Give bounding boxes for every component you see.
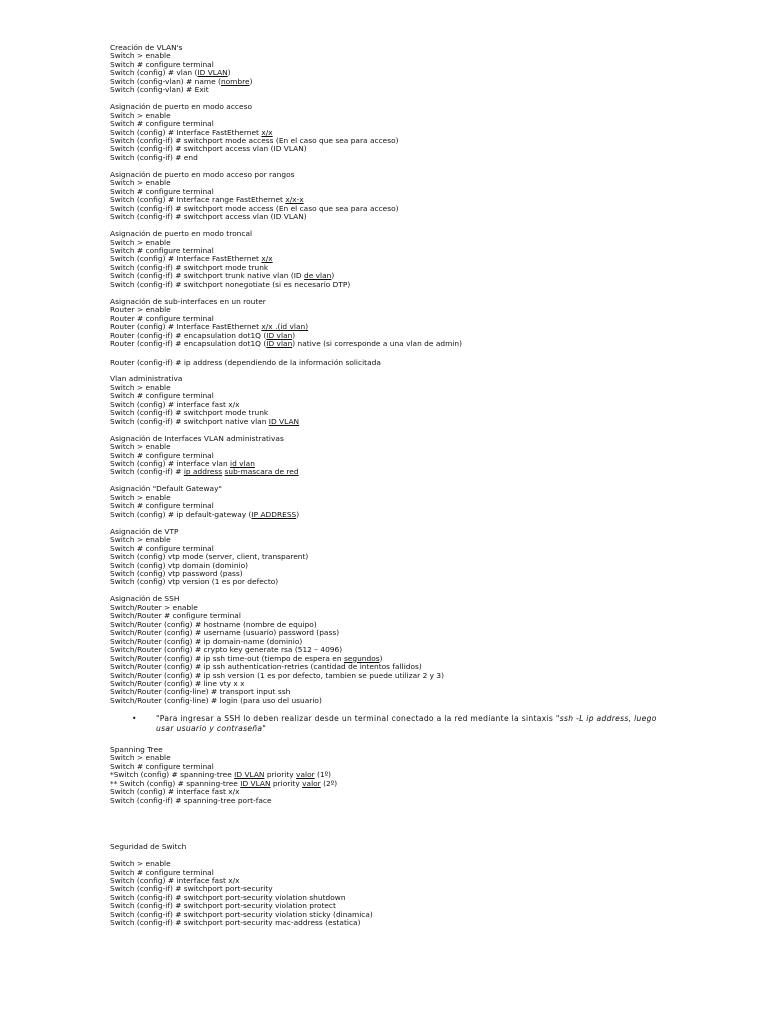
text: Switch (config) # Interface FastEthernet: [110, 254, 262, 264]
command-line: Switch (config-if) # end: [110, 152, 198, 162]
section-interface-vlan: [110, 435, 670, 477]
command-line: Switch (config) vtp password (pass): [110, 569, 243, 579]
placeholder-underlined: IP ADDRESS: [251, 509, 297, 519]
section-default-gateway: [110, 485, 670, 519]
command-line: Switch # configure terminal: [110, 59, 214, 69]
command-line: Switch > enable: [110, 51, 171, 61]
command-line: Router (config-if) # ip address (dependiendo de la información solicitada: [110, 357, 381, 367]
italic-text: ssh -L ip address, luego usar usuario y contraseña: [156, 714, 657, 733]
placeholder-underlined: nombre: [220, 76, 250, 86]
text: Switch (config) # Interface range FastEthernet: [110, 195, 286, 205]
bullet-icon: •: [132, 714, 137, 724]
section-title: Asignación de sub-interfaces en un router: [110, 296, 266, 306]
command-line: Switch # configure terminal: [110, 246, 214, 256]
section-subinterfaces: [110, 298, 670, 367]
command-line: Switch > enable: [110, 178, 171, 188]
command-line: Switch (config-if) # switchport access vlan (ID VLAN): [110, 212, 307, 222]
spacer: [110, 852, 670, 861]
command-line: Switch # configure terminal: [110, 119, 214, 129]
command-line: Switch/Router (config) # ip ssh version (1 es por defecto, tambien se puede utilizar 2 y 3): [110, 670, 445, 680]
command-line: Switch (config-if) # switchport port-security violation sticky (dinamica): [110, 909, 373, 919]
section-switch-security: [110, 843, 670, 928]
command-line: Switch/Router (config) # crypto key generate rsa (512 – 4096): [110, 645, 343, 655]
command-line: Switch (config-if) # switchport mode access (En el caso que sea para acceso): [110, 136, 399, 146]
section-title: Spanning Tree: [110, 745, 163, 754]
command-line: Switch/Router (config) # line vty x x: [110, 678, 245, 688]
section-title: Asignación de SSH: [110, 594, 180, 604]
command-line: Switch (config-if) # switchport mode trunk: [110, 408, 269, 418]
text: ": [262, 723, 267, 733]
command-line: Switch # configure terminal: [110, 543, 214, 553]
section-title: Creación de VLAN's: [110, 43, 183, 52]
command-line: Switch (config-if) # switchport mode trunk: [110, 262, 269, 272]
command-line: Router > enable: [110, 305, 171, 315]
command-line: Switch/Router # configure terminal: [110, 611, 241, 621]
spacer: [110, 349, 670, 359]
placeholder-underlined: valor: [302, 778, 321, 788]
text: ** Switch (config) # spanning-tree: [110, 778, 241, 788]
section-title: Asignación "Default Gateway": [110, 484, 222, 494]
placeholder-underlined: ID vlan: [266, 339, 293, 349]
command-line: [110, 340, 670, 348]
command-line: Switch (config-if) # switchport port-security violation protect: [110, 901, 336, 911]
placeholder-underlined: ID vlan: [266, 330, 293, 340]
spacer: [110, 805, 670, 843]
placeholder-underlined: ip address: [183, 467, 223, 477]
command-line: Switch # configure terminal: [110, 867, 214, 877]
text: Switch (config) # interface vlan: [110, 459, 231, 469]
text: Switch/Router (config) # ip ssh time-out (tiempo de espera en: [110, 653, 344, 663]
command-line: Switch/Router (config-line) # transport input ssh: [110, 687, 291, 697]
command-line: Switch # configure terminal: [110, 391, 214, 401]
command-line: Switch/Router (config-line) # login (para uso del usuario): [110, 695, 322, 705]
document-page: [110, 44, 670, 928]
text: Switch (config-if) #: [110, 467, 184, 477]
placeholder-underlined: x/x-x: [285, 195, 304, 205]
section-spanning-tree: [110, 746, 670, 805]
section-title: Asignación de Interfaces VLAN administrativas: [110, 433, 284, 443]
command-line: Switch > enable: [110, 110, 171, 120]
command-line: Switch/Router (config) # hostname (nombre de equipo): [110, 619, 317, 629]
spacer: [110, 367, 670, 376]
command-line: Switch > enable: [110, 382, 171, 392]
spacer: [110, 519, 670, 528]
command-line: Switch (config) # interface fast x/x: [110, 876, 240, 886]
text: Switch (config-if) # switchport native vlan: [110, 416, 269, 426]
command-line: Switch/Router (config) # ip ssh authentication-retries (cantidad de intentos fallidos): [110, 662, 422, 672]
command-line: Switch (config-if) # switchport port-security: [110, 884, 273, 894]
command-line: Switch > enable: [110, 753, 171, 763]
command-line: Switch/Router > enable: [110, 602, 198, 612]
placeholder-underlined: de vlan: [304, 271, 332, 281]
command-line: Switch # configure terminal: [110, 450, 214, 460]
command-line: Switch/Router (config) # username (usuario) password (pass): [110, 628, 340, 638]
command-line: Switch (config-if) # switchport port-security mac-address (estatica): [110, 918, 361, 928]
placeholder-underlined: ID VLAN: [234, 770, 265, 780]
command-line: Switch > enable: [110, 492, 171, 502]
section-title: Asignación de puerto en modo acceso: [110, 102, 252, 112]
command-line: Switch # configure terminal: [110, 186, 214, 196]
section-access: [110, 103, 670, 162]
text: Router (config) # Interface FastEthernet: [110, 322, 262, 332]
text: ): [292, 330, 296, 340]
spacer: [110, 587, 670, 596]
placeholder-underlined: ID VLAN: [240, 778, 271, 788]
text: ): [227, 68, 231, 78]
section-ssh: [110, 595, 670, 733]
command-line: Switch (config-if) # switchport mode access (En el caso que sea para acceso): [110, 203, 399, 213]
command-line: Switch > enable: [110, 535, 171, 545]
spacer: [110, 705, 670, 710]
command-line: Switch (config) vtp domain (dominio): [110, 560, 249, 570]
command-line: Switch (config) vtp mode (server, client, transparent): [110, 552, 309, 562]
command-line: [110, 468, 670, 476]
text: Switch (config) # Interface FastEthernet: [110, 127, 262, 137]
text: Switch (config-if) # switchport trunk native vlan (ID: [110, 271, 305, 281]
placeholder-underlined: id vlan: [230, 459, 255, 469]
text: priority: [270, 778, 303, 788]
placeholder-underlined: x/x: [261, 127, 273, 137]
command-line: Switch (config-vlan) # Exit: [110, 85, 209, 95]
placeholder-underlined: x/x .(id vlan): [261, 322, 309, 332]
command-line: Switch (config) # interface fast x/x: [110, 399, 240, 409]
text: ): [296, 509, 300, 519]
command-line: Switch (config) vtp version (1 es por defecto): [110, 577, 279, 587]
command-line: Switch (config-if) # spanning-tree port-face: [110, 795, 272, 805]
text: Switch (config-vlan) # name (: [110, 76, 221, 86]
section-vlan: [110, 44, 670, 95]
text: "Para ingresar a SSH lo deben realizar desde un terminal conectado a la red mediante la sintaxis ": [156, 714, 560, 724]
section-trunk: [110, 230, 670, 289]
placeholder-underlined: ID VLAN: [197, 68, 228, 78]
text: ): [249, 76, 253, 86]
spacer: [110, 738, 670, 747]
section-vtp: [110, 528, 670, 587]
command-line: Switch > enable: [110, 237, 171, 247]
placeholder-underlined: segundos: [343, 653, 380, 663]
command-line: Switch/Router (config) # ip domain-name (dominio): [110, 636, 303, 646]
ssh-note: [110, 714, 670, 733]
command-line: Switch # configure terminal: [110, 761, 214, 771]
command-line: Switch # configure terminal: [110, 501, 214, 511]
command-line: Switch > enable: [110, 442, 171, 452]
command-line: Switch (config-if) # switchport access vlan (ID VLAN): [110, 144, 307, 154]
command-line: Router # configure terminal: [110, 313, 214, 323]
text: priority: [264, 770, 297, 780]
command-line: [110, 511, 670, 519]
command-line: Switch > enable: [110, 859, 171, 869]
text: (2º): [320, 778, 338, 788]
text: Switch (config) # ip default-gateway (: [110, 509, 252, 519]
command-line: Switch (config-if) # switchport nonegotiate (si es necesario DTP): [110, 279, 351, 289]
command-line: Switch (config-if) # switchport port-security violation shutdown: [110, 892, 346, 902]
section-title: Vlan administrativa: [110, 374, 183, 384]
text: Switch (config) # vlan (: [110, 68, 198, 78]
text: Router (config-if) # encapsulation dot1Q (: [110, 330, 267, 340]
text: ) native (si corresponde a una vlan de admin): [292, 339, 462, 349]
section-title: Asignación de puerto en modo acceso por rangos: [110, 169, 295, 179]
placeholder-underlined: x/x: [261, 254, 273, 264]
text: *Switch (config) # spanning-tree: [110, 770, 235, 780]
text: ): [379, 653, 383, 663]
text: (1º): [314, 770, 332, 780]
placeholder-underlined: valor: [296, 770, 315, 780]
placeholder-underlined: sub-mascara de red: [224, 467, 299, 477]
section-title: Asignación de puerto en modo troncal: [110, 229, 253, 239]
section-title: Asignación de VTP: [110, 526, 179, 536]
section-title: Seguridad de Switch: [110, 842, 187, 852]
command-line: [110, 418, 670, 426]
section-admin-vlan: [110, 375, 670, 426]
placeholder-underlined: ID VLAN: [268, 416, 300, 426]
text: Router (config-if) # encapsulation dot1Q (: [110, 339, 267, 349]
section-access-range: [110, 171, 670, 222]
command-line: Switch (config) # interface fast x/x: [110, 787, 240, 797]
text: ): [331, 271, 335, 281]
